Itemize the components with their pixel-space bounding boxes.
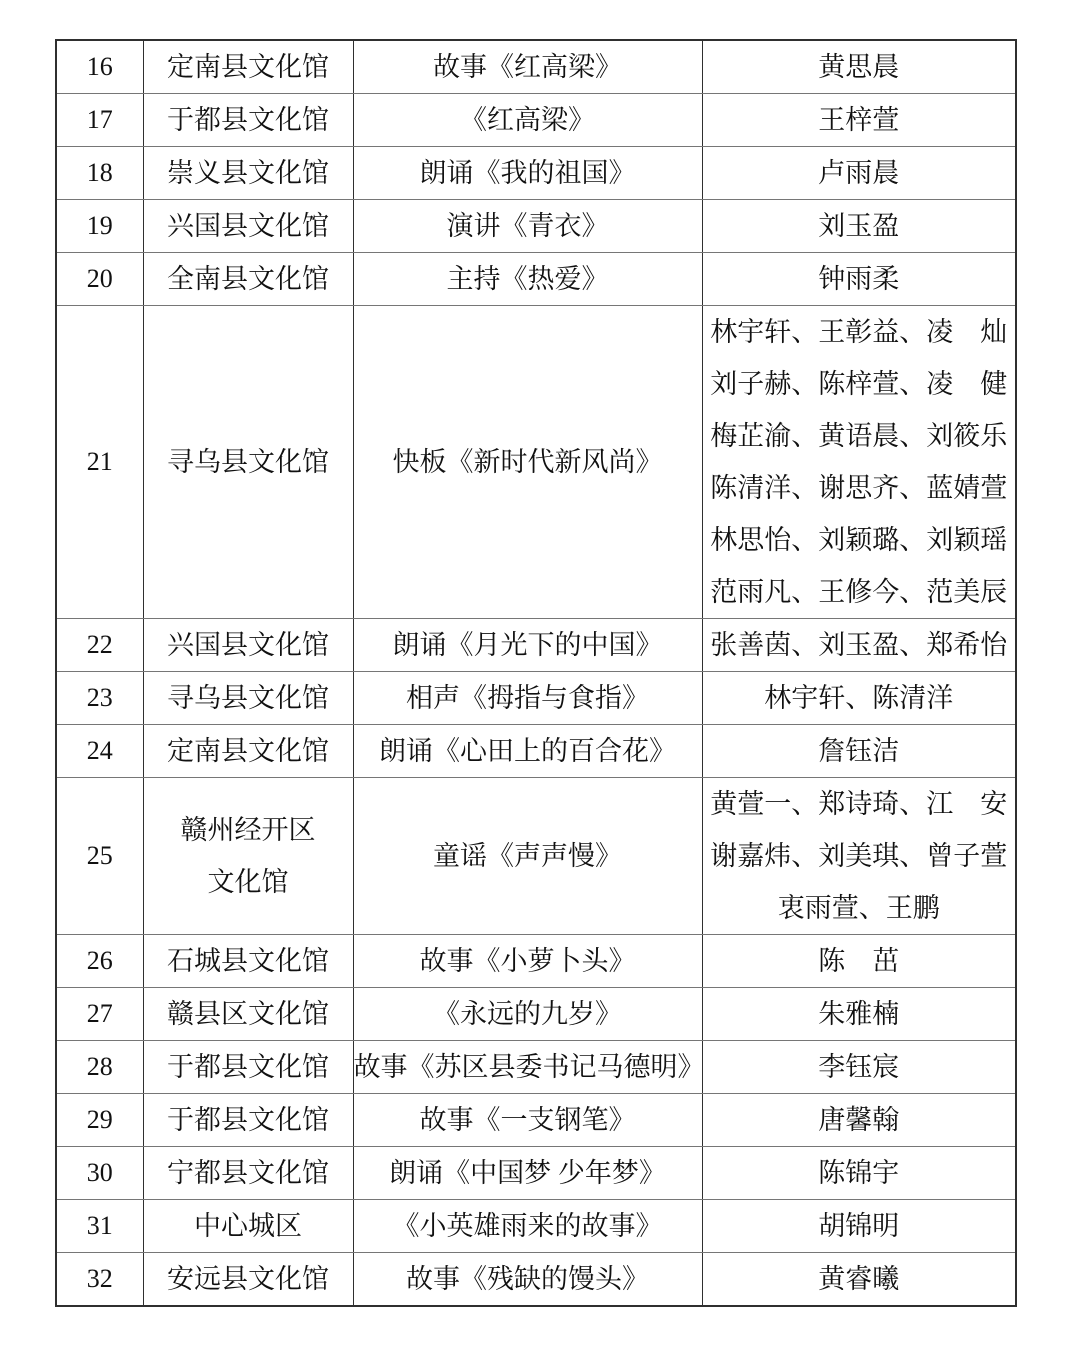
organization-line: 定南县文化馆 bbox=[167, 52, 329, 82]
table-row bbox=[56, 1094, 1016, 1147]
cell-program: 《小英雄雨来的故事》 bbox=[353, 1200, 702, 1253]
organization-line: 赣州经开区 bbox=[180, 815, 316, 845]
table-row bbox=[56, 253, 1016, 306]
cell-organization bbox=[143, 778, 353, 935]
cell-number: 20 bbox=[56, 253, 143, 306]
cell-program: 故事《残缺的馒头》 bbox=[353, 1253, 702, 1307]
cell-organization bbox=[143, 672, 353, 725]
cell-organization bbox=[143, 200, 353, 253]
performer-line: 朱雅楠 bbox=[818, 999, 900, 1029]
performer-line: 林宇轩、王彰益、凌 灿 bbox=[710, 317, 1008, 347]
organization-line: 石城县文化馆 bbox=[167, 946, 329, 976]
performer-line: 詹钰洁 bbox=[818, 736, 900, 766]
cell-number: 28 bbox=[56, 1041, 143, 1094]
performer-line: 刘子赫、陈梓萱、凌 健 bbox=[710, 369, 1008, 399]
cell-program: 朗诵《月光下的中国》 bbox=[353, 619, 702, 672]
performer-line: 陈清洋、谢思齐、蓝婧萱 bbox=[710, 473, 1008, 503]
cell-organization bbox=[143, 1200, 353, 1253]
performer-line: 王梓萱 bbox=[818, 105, 900, 135]
performer-line: 钟雨柔 bbox=[818, 264, 900, 294]
cell-organization bbox=[143, 988, 353, 1041]
cell-number: 31 bbox=[56, 1200, 143, 1253]
cell-organization bbox=[143, 1094, 353, 1147]
cell-program: 《永远的九岁》 bbox=[353, 988, 702, 1041]
cell-program: 相声《拇指与食指》 bbox=[353, 672, 702, 725]
cell-performers bbox=[702, 200, 1016, 253]
cell-organization bbox=[143, 1147, 353, 1200]
cell-number: 19 bbox=[56, 200, 143, 253]
cell-program: 主持《热爱》 bbox=[353, 253, 702, 306]
cell-performers bbox=[702, 672, 1016, 725]
cell-organization bbox=[143, 1253, 353, 1307]
cell-program: 朗诵《中国梦 少年梦》 bbox=[353, 1147, 702, 1200]
cell-organization bbox=[143, 725, 353, 778]
cell-performers bbox=[702, 1094, 1016, 1147]
cell-program: 快板《新时代新风尚》 bbox=[353, 306, 702, 619]
cell-performers bbox=[702, 94, 1016, 147]
cell-organization bbox=[143, 619, 353, 672]
organization-line: 文化馆 bbox=[207, 867, 289, 897]
cell-performers bbox=[702, 1200, 1016, 1253]
cell-organization bbox=[143, 253, 353, 306]
cell-number: 32 bbox=[56, 1253, 143, 1307]
cell-organization bbox=[143, 1041, 353, 1094]
table-row bbox=[56, 200, 1016, 253]
organization-line: 全南县文化馆 bbox=[167, 264, 329, 294]
performer-line: 张善茵、刘玉盈、郑希怡 bbox=[710, 630, 1008, 660]
table-row bbox=[56, 40, 1016, 94]
cell-program: 《红高梁》 bbox=[353, 94, 702, 147]
organization-line: 于都县文化馆 bbox=[167, 1052, 329, 1082]
cell-number: 17 bbox=[56, 94, 143, 147]
cell-program: 朗诵《我的祖国》 bbox=[353, 147, 702, 200]
table-row bbox=[56, 94, 1016, 147]
cell-program: 故事《红高梁》 bbox=[353, 40, 702, 94]
cell-program: 故事《一支钢笔》 bbox=[353, 1094, 702, 1147]
organization-line: 定南县文化馆 bbox=[167, 736, 329, 766]
cell-number: 22 bbox=[56, 619, 143, 672]
performer-line: 林宇轩、陈清洋 bbox=[764, 683, 954, 713]
performer-line: 陈锦宇 bbox=[818, 1158, 900, 1188]
cell-performers bbox=[702, 619, 1016, 672]
cell-program: 演讲《青衣》 bbox=[353, 200, 702, 253]
performer-line: 李钰宸 bbox=[818, 1052, 900, 1082]
cell-performers bbox=[702, 253, 1016, 306]
program-table bbox=[55, 39, 1017, 1307]
cell-organization bbox=[143, 40, 353, 94]
cell-number: 18 bbox=[56, 147, 143, 200]
table-row bbox=[56, 306, 1016, 619]
cell-performers bbox=[702, 40, 1016, 94]
cell-organization bbox=[143, 306, 353, 619]
cell-program: 童谣《声声慢》 bbox=[353, 778, 702, 935]
organization-line: 兴国县文化馆 bbox=[167, 630, 329, 660]
cell-number: 26 bbox=[56, 935, 143, 988]
cell-program: 朗诵《心田上的百合花》 bbox=[353, 725, 702, 778]
table-row bbox=[56, 935, 1016, 988]
organization-line: 寻乌县文化馆 bbox=[167, 447, 329, 477]
cell-performers bbox=[702, 988, 1016, 1041]
performer-line: 陈 茁 bbox=[818, 946, 900, 976]
performer-line: 黄睿曦 bbox=[818, 1264, 900, 1294]
cell-organization bbox=[143, 935, 353, 988]
cell-program: 故事《小萝卜头》 bbox=[353, 935, 702, 988]
cell-number: 29 bbox=[56, 1094, 143, 1147]
performer-line: 梅芷渝、黄语晨、刘筱乐 bbox=[710, 421, 1008, 451]
table-row bbox=[56, 1253, 1016, 1307]
cell-performers bbox=[702, 1253, 1016, 1307]
cell-number: 24 bbox=[56, 725, 143, 778]
table-row bbox=[56, 1041, 1016, 1094]
cell-organization bbox=[143, 94, 353, 147]
cell-number: 30 bbox=[56, 1147, 143, 1200]
performer-line: 唐馨翰 bbox=[818, 1105, 900, 1135]
performer-line: 黄思晨 bbox=[818, 52, 900, 82]
cell-number: 16 bbox=[56, 40, 143, 94]
cell-organization bbox=[143, 147, 353, 200]
organization-line: 崇义县文化馆 bbox=[167, 158, 329, 188]
organization-line: 安远县文化馆 bbox=[167, 1264, 329, 1294]
cell-performers bbox=[702, 935, 1016, 988]
cell-performers bbox=[702, 306, 1016, 619]
table-row bbox=[56, 147, 1016, 200]
performer-line: 谢嘉炜、刘美琪、曾子萱 bbox=[710, 841, 1008, 871]
cell-performers bbox=[702, 147, 1016, 200]
cell-number: 21 bbox=[56, 306, 143, 619]
table-row bbox=[56, 619, 1016, 672]
table-row bbox=[56, 725, 1016, 778]
performer-line: 刘玉盈 bbox=[818, 211, 900, 241]
cell-number: 27 bbox=[56, 988, 143, 1041]
organization-line: 寻乌县文化馆 bbox=[167, 683, 329, 713]
performer-line: 范雨凡、王修今、范美辰 bbox=[710, 577, 1008, 607]
performer-line: 林思怡、刘颖璐、刘颖瑶 bbox=[710, 525, 1008, 555]
table-row bbox=[56, 988, 1016, 1041]
cell-performers bbox=[702, 778, 1016, 935]
performer-line: 黄萱一、郑诗琦、江 安 bbox=[710, 789, 1008, 819]
table-body bbox=[56, 40, 1016, 1306]
table-row bbox=[56, 1200, 1016, 1253]
organization-line: 于都县文化馆 bbox=[167, 105, 329, 135]
cell-number: 25 bbox=[56, 778, 143, 935]
performer-line: 胡锦明 bbox=[818, 1211, 900, 1241]
table-row bbox=[56, 672, 1016, 725]
cell-program: 故事《苏区县委书记马德明》 bbox=[353, 1041, 702, 1094]
organization-line: 于都县文化馆 bbox=[167, 1105, 329, 1135]
organization-line: 赣县区文化馆 bbox=[167, 999, 329, 1029]
table-row bbox=[56, 1147, 1016, 1200]
performer-line: 卢雨晨 bbox=[818, 158, 900, 188]
organization-line: 兴国县文化馆 bbox=[167, 211, 329, 241]
cell-performers bbox=[702, 725, 1016, 778]
cell-number: 23 bbox=[56, 672, 143, 725]
cell-performers bbox=[702, 1041, 1016, 1094]
table-row bbox=[56, 778, 1016, 935]
organization-line: 宁都县文化馆 bbox=[167, 1158, 329, 1188]
cell-performers bbox=[702, 1147, 1016, 1200]
organization-line: 中心城区 bbox=[194, 1211, 302, 1241]
performer-line: 衷雨萱、王鹏 bbox=[777, 893, 940, 923]
